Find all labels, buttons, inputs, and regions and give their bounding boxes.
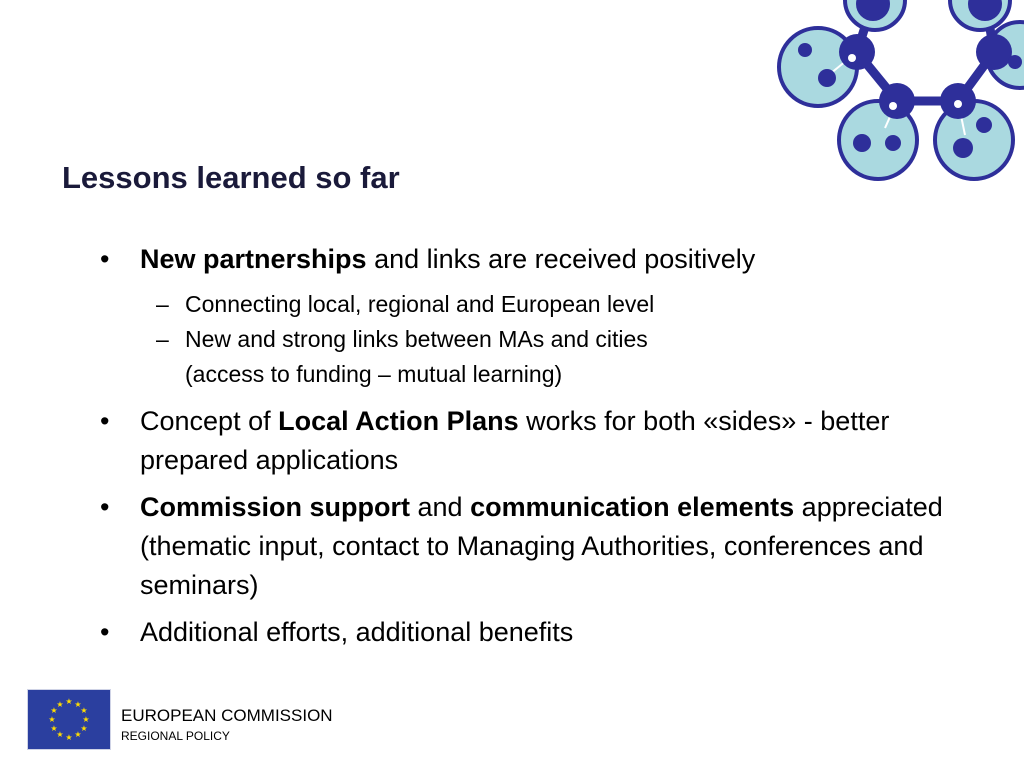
bullet-marker: • [100,406,110,436]
sub-bullet-list [100,287,980,392]
dept-name: REGIONAL POLICY [121,729,230,743]
svg-text:★: ★ [65,697,73,706]
bullet-text: and links are received positively [366,244,756,274]
bullet-item [100,613,980,652]
svg-text:★: ★ [65,733,73,742]
bullet-text: and [410,492,471,522]
bullet-item [100,240,980,279]
bullet-item [100,402,980,480]
sub-bullet-text-continued: (access to funding – mutual learning) [185,361,563,387]
svg-text:★: ★ [56,730,64,739]
svg-text:★: ★ [74,700,82,709]
bullet-text: works for both «sides» - better prepared applications [140,406,890,475]
bullet-text: appreciated (thematic input, contact to Managing Authorities, conferences and seminars) [140,492,943,600]
svg-text:★: ★ [74,730,82,739]
sub-bullet-item [100,287,980,322]
svg-text:★: ★ [82,715,90,724]
bullet-text: Additional efforts, additional benefits [140,617,574,647]
svg-text:★: ★ [80,706,88,715]
bullet-marker: • [100,617,110,647]
bullet-text-bold: Commission support [140,492,411,522]
bullet-text: Concept of [140,406,279,436]
bullet-text-bold: Local Action Plans [278,406,519,436]
svg-text:★: ★ [50,706,58,715]
bullet-text-bold: New partnerships [140,244,367,274]
svg-text:★: ★ [48,715,56,724]
sub-bullet-text: Connecting local, regional and European level [185,291,655,317]
org-name: EUROPEAN COMMISSION [121,706,333,725]
bullet-item [100,488,980,605]
sub-bullet-item [100,322,980,392]
sub-bullet-text: New and strong links between MAs and cities [185,326,648,352]
bullet-text-bold: communication elements [470,492,795,522]
dash-marker: – [156,291,169,317]
bullet-marker: • [100,492,110,522]
bullet-marker: • [100,244,110,274]
dash-marker: – [156,326,169,352]
eu-stars-icon [28,690,110,749]
svg-text:★: ★ [56,700,64,709]
svg-text:★: ★ [50,724,58,733]
svg-text:★: ★ [80,724,88,733]
eu-flag-logo [27,689,111,750]
bullet-list [100,240,980,660]
slide-title: Lessons learned so far [62,160,400,195]
footer-org [121,706,333,746]
